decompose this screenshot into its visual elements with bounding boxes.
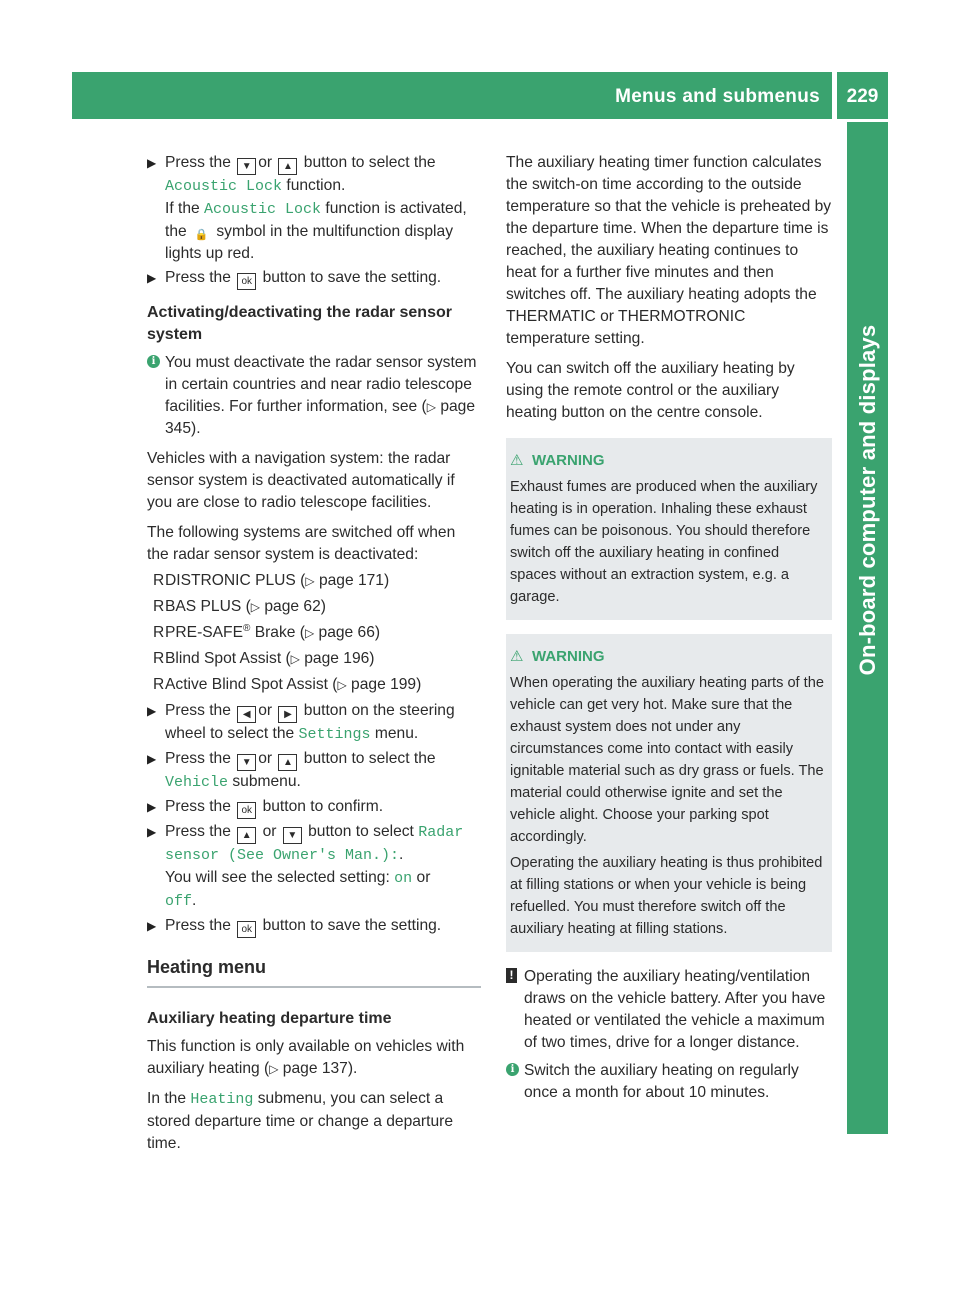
step-select-radar-sensor: ▶ Press the ▲ or ▼ button to select Radar sensor (See Owner's Man.):. You will see the selected setting: on or off. — [147, 823, 464, 910]
ok-key-icon: ok — [237, 921, 256, 938]
page-number: 229 — [846, 86, 879, 107]
warning-label: WARNING — [532, 648, 605, 665]
step-arrow-icon: ▶ — [147, 800, 157, 814]
bullet-icon: R — [153, 650, 165, 667]
step-confirm: ▶ Press the ok button to confirm. — [147, 796, 481, 819]
step-arrow-icon: ▶ — [147, 825, 157, 839]
radar-para-1: Vehicles with a navigation system: the radar sensor system is deactivated automatically if you are close to radio telescope facilities. — [147, 450, 455, 511]
list-item: R DISTRONIC PLUS (▷ page 171) — [147, 570, 481, 592]
left-column — [147, 152, 481, 1163]
radar-sensor-menu-text: Radar sensor (See Owner's Man.): — [165, 824, 464, 864]
page-ref-icon: ▷ — [426, 400, 436, 414]
list-item: R PRE-SAFE® Brake (▷ page 66) — [147, 622, 481, 644]
step-arrow-icon: ▶ — [147, 704, 157, 718]
warning-icon: ⚠ — [510, 452, 524, 469]
info-icon: i — [147, 355, 160, 368]
step-arrow-icon: ▶ — [147, 271, 157, 285]
exclamation-icon: ! — [506, 968, 517, 983]
up-key-icon: ▲ — [278, 754, 297, 771]
ok-key-icon: ok — [237, 802, 256, 819]
heating-submenu-text: Heating — [190, 1091, 254, 1108]
warning-text: When operating the auxiliary heating parts of the vehicle can get very hot. Make sure that the exhaust system does not under any circumstances come into contact with easily ignitable material such as dry grass or fuels. The material could otherwise ignite and set the vehicle alight. Choose your parking spot accordingly. — [510, 675, 824, 845]
warning-box-hot-parts — [506, 634, 832, 952]
down-key-icon: ▼ — [237, 754, 256, 771]
step-select-vehicle: ▶ Press the ▼ or ▲ button to select the Vehicle submenu. — [147, 750, 436, 791]
off-value: off — [165, 893, 193, 910]
list-item: R BAS PLUS (▷ page 62) — [147, 596, 481, 618]
warning-box-exhaust — [506, 438, 832, 620]
on-value: on — [394, 870, 413, 887]
chapter-title: On-board computer and displays — [855, 324, 880, 676]
bullet-icon: R — [153, 572, 165, 589]
right-key-icon: ▶ — [278, 706, 297, 723]
timer-para: The auxiliary heating timer function calculates the switch-on time according to the outside temperature so that the vehicle is preheated by the departure time. When the departure time is reached, the auxiliary heating continues to heat for a further five minutes and then switches off. The auxiliary heating adopts the THERMATIC or THERMOTRONIC temperature setting. — [506, 154, 832, 347]
switch-off-para: You can switch off the auxiliary heating by using the remote control or the auxiliary heating button on the centre console. — [506, 360, 795, 421]
list-item: R Blind Spot Assist (▷ page 196) — [147, 648, 481, 670]
bullet-icon: R — [153, 676, 165, 693]
down-key-icon: ▼ — [237, 158, 256, 175]
header-title: Menus and submenus — [615, 86, 820, 107]
step-save-setting: ▶ Press the ok button to save the setting. — [147, 267, 481, 290]
bullet-icon: R — [153, 624, 165, 641]
left-key-icon: ◀ — [237, 706, 256, 723]
warning-icon: ⚠ — [510, 648, 524, 665]
up-key-icon: ▲ — [237, 827, 256, 844]
step-arrow-icon: ▶ — [147, 919, 157, 933]
step-arrow-icon: ▶ — [147, 156, 157, 170]
info-note-regular-use: i Switch the auxiliary heating on regularly once a month for about 10 minutes. — [506, 1060, 832, 1104]
list-item: R Active Blind Spot Assist (▷ page 199) — [147, 674, 481, 696]
heating-menu-heading: Heating menu — [147, 956, 481, 988]
step-select-settings: ▶ Press the ◀ or ▶ button on the steering wheel to select the Settings menu. — [147, 702, 455, 743]
step-arrow-icon: ▶ — [147, 752, 157, 766]
radar-heading: Activating/deactivating the radar sensor system — [147, 304, 452, 343]
up-key-icon: ▲ — [278, 158, 297, 175]
step-save-setting-2: ▶ Press the ok button to save the setting. — [147, 915, 481, 938]
battery-note: ! Operating the auxiliary heating/ventilation draws on the vehicle battery. After you have heated or ventilated the vehicle a maximum of two times, drive for a longer distance. — [506, 966, 832, 1054]
vehicle-submenu-text: Vehicle — [165, 774, 229, 791]
step-select-acoustic-lock: ▶ Press the ▼ or ▲ button to select the Acoustic Lock function. If the Acoustic Lock function is activated, the 🔒 symbol in the multifunction display lights up red. — [147, 154, 467, 262]
aux-heating-para: This function is only available on vehicles with auxiliary heating (▷ page 137). — [147, 1038, 465, 1077]
ok-key-icon: ok — [237, 273, 256, 290]
info-icon: i — [506, 1063, 519, 1076]
lock-icon: 🔒 — [194, 229, 209, 241]
aux-heating-heading: Auxiliary heating departure time — [147, 1010, 392, 1027]
down-key-icon: ▼ — [283, 827, 302, 844]
acoustic-lock-menu-text: Acoustic Lock — [165, 178, 283, 195]
settings-menu-text: Settings — [298, 726, 371, 743]
right-column — [506, 152, 832, 1112]
heating-submenu-para: In the Heating submenu, you can select a stored departure time or change a departure time. — [147, 1090, 453, 1152]
warning-text: Operating the auxiliary heating is thus prohibited at filling stations or when your vehicle is being refuelled. You must therefore switch off the auxiliary heating at filling stations. — [510, 855, 823, 937]
info-note-radar: i You must deactivate the radar sensor system in certain countries and near radio telescope facilities. For further information, see (▷ page 345). — [147, 352, 481, 440]
bullet-icon: R — [153, 598, 165, 615]
warning-label: WARNING — [532, 452, 605, 469]
radar-para-2: The following systems are switched off when the radar sensor system is deactivated: — [147, 524, 456, 563]
warning-text: Exhaust fumes are produced when the auxiliary heating is in operation. Inhaling these exhaust fumes can be poisonous. You should therefore switch off the auxiliary heating in confined spaces without an extraction system, e.g. a garage. — [510, 479, 818, 605]
